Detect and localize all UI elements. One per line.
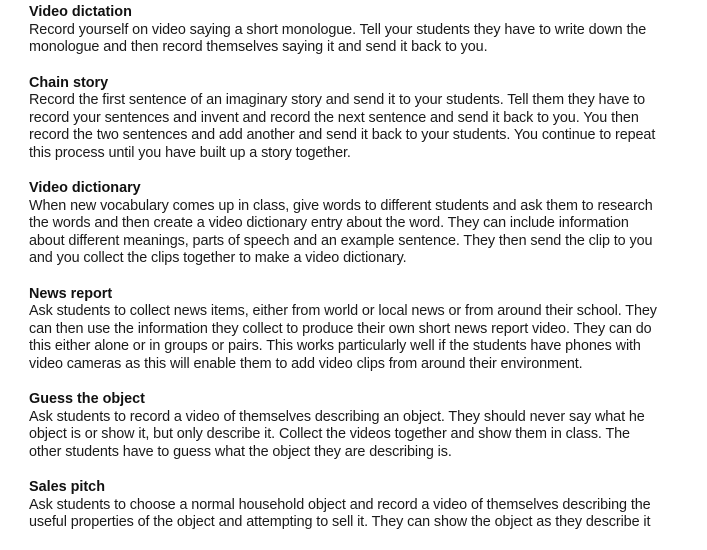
body-line: monologue and then record themselves saying it and send it back to you. [29,39,488,55]
section-guess-the-object [29,391,689,461]
section-heading: Guess the object [29,391,145,407]
body-line: Record yourself on video saying a short monologue. Tell your students they have to write down the [29,21,647,38]
body-line: this process until you have built up a story together. [29,144,351,161]
section-body [29,92,689,162]
section-body [29,409,689,462]
body-line: video cameras as this will enable them to add video clips from around their environment. [29,355,583,372]
section-news-report [29,286,689,374]
section-video-dictionary [29,180,689,268]
section-body [29,303,689,373]
section-heading: Sales pitch [29,479,105,495]
section-sales-pitch [29,479,689,532]
body-line: object is or show it, but only describe it. Collect the videos together and show them in class. The [29,426,630,442]
body-line: can then use the information they collect to produce their own short news report video. They can do [29,320,652,337]
body-line: Ask students to choose a normal household object and record a video of themselves describing the [29,496,651,513]
body-line: this either alone or in groups or pairs. This works particularly well if the students have phones with [29,338,641,354]
body-line: Ask students to collect news items, either from world or local news or from around their school. They [29,303,657,319]
body-line: about different meanings, parts of speech and an example sentence. They then send the clip to you [29,232,653,249]
section-body [29,497,689,532]
body-line: other students have to guess what the object they are describing is. [29,443,452,460]
body-line: When new vocabulary comes up in class, give words to different students and ask them to research [29,197,653,214]
section-heading: Video dictionary [29,180,141,196]
section-heading: Video dictation [29,4,132,20]
section-video-dictation [29,4,689,57]
body-line: Ask students to record a video of themselves describing an object. They should never say what he [29,408,645,425]
section-chain-story [29,75,689,163]
section-heading: News report [29,285,113,302]
body-line: and you collect the clips together to make a video dictionary. [29,250,407,266]
body-line: the words and then create a video dictionary entry about the word. They can include information [29,215,629,231]
document-page [29,4,689,550]
section-body [29,198,689,268]
section-heading: Chain story [29,74,109,91]
body-line: record your sentences and invent and record the next sentence and send it back to you. You then [29,109,639,126]
body-line: Record the first sentence of an imaginary story and send it to your students. Tell them they have to [29,92,646,108]
section-body [29,22,689,57]
body-line: record the two sentences and add another and send it back to your students. You continue to repeat [29,127,656,143]
body-line: useful properties of the object and attempting to sell it. They can show the object as they describe it [29,514,651,530]
